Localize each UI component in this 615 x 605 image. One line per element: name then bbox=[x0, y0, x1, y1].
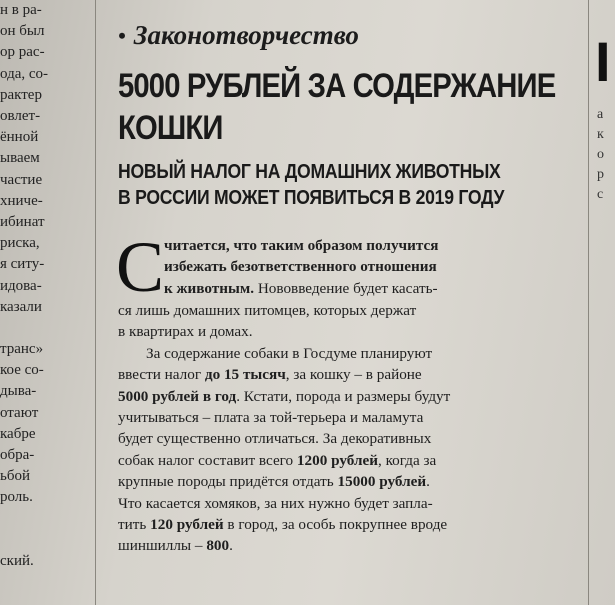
left-column-line: он был bbox=[0, 23, 45, 40]
right-big-letter: I bbox=[595, 30, 611, 93]
left-column-line: хниче- bbox=[0, 192, 43, 209]
left-column-line: ода, со- bbox=[0, 65, 49, 82]
right-fragment: р bbox=[597, 167, 604, 182]
left-column-line: обра- bbox=[0, 447, 35, 464]
rubric bbox=[118, 20, 570, 51]
right-fragment: о bbox=[597, 147, 604, 162]
headline bbox=[118, 65, 565, 149]
right-fragment: с bbox=[597, 187, 604, 202]
text-run: тить bbox=[118, 516, 151, 534]
right-column-text bbox=[588, 0, 615, 605]
column-divider-left bbox=[95, 0, 96, 605]
bold-text: 120 рублей bbox=[150, 516, 224, 534]
left-column-line: н в ра- bbox=[0, 2, 42, 18]
left-column-text bbox=[0, 0, 92, 605]
article bbox=[118, 20, 570, 605]
left-column-line: отают bbox=[0, 404, 39, 421]
body-line bbox=[118, 364, 570, 385]
body-line bbox=[118, 386, 570, 407]
bullet-icon: • bbox=[118, 22, 126, 48]
body-line: Что касается хомяков, за них нужно будет запла- bbox=[118, 494, 433, 512]
text-run: Нововведение будет касать- bbox=[254, 279, 438, 297]
left-column-line: транс» bbox=[0, 341, 44, 358]
bold-text: к животным. bbox=[164, 279, 255, 297]
left-column-line bbox=[0, 318, 92, 339]
text-run: крупные породы придётся отдать bbox=[118, 473, 338, 491]
left-column-line: я ситу- bbox=[0, 256, 45, 273]
body-line: учитываться – плата за той-терьера и маламута bbox=[118, 409, 424, 427]
text-run: ввести налог bbox=[118, 366, 205, 384]
left-column-line: казали bbox=[0, 298, 42, 315]
subheadline bbox=[118, 159, 558, 211]
left-column-line bbox=[0, 509, 92, 530]
bold-text: 800 bbox=[206, 537, 230, 555]
bold-text: 1200 рублей bbox=[296, 451, 378, 469]
right-fragment: а bbox=[597, 107, 604, 122]
left-column-line: частие bbox=[0, 171, 43, 188]
body-line: в квартирах и домах. bbox=[118, 323, 253, 341]
text-run: . bbox=[426, 473, 430, 491]
text-run: шиншиллы – bbox=[118, 537, 207, 555]
text-run: , когда за bbox=[377, 451, 437, 469]
left-column-line: ор рас- bbox=[0, 44, 45, 61]
left-column-line: овлет- bbox=[0, 108, 41, 125]
left-column-line: идова- bbox=[0, 277, 42, 294]
article-body bbox=[116, 227, 570, 557]
rubric-text: Законотворчество bbox=[133, 20, 359, 50]
left-column-line: ьбой bbox=[0, 468, 30, 485]
body-line bbox=[164, 278, 438, 299]
subhead-line: НОВЫЙ НАЛОГ НА ДОМАШНИХ ЖИВОТНЫХ bbox=[118, 161, 501, 183]
left-column-line: ываем bbox=[0, 150, 40, 167]
body-line: читается, что таким образом получится bbox=[164, 237, 439, 254]
text-run: . bbox=[229, 537, 233, 555]
left-column-line: ский. bbox=[0, 552, 34, 569]
body-line bbox=[118, 450, 570, 471]
right-fragment: к bbox=[597, 127, 604, 142]
left-column-line: кабре bbox=[0, 425, 36, 442]
text-run: в город, за особь покрупнее вроде bbox=[223, 516, 448, 534]
text-run: . Кстати, порода и размеры будут bbox=[236, 387, 451, 405]
left-column-line: риска, bbox=[0, 235, 40, 252]
body-line bbox=[118, 514, 570, 535]
left-column-line: кое со- bbox=[0, 362, 44, 379]
headline-line: КОШКИ bbox=[118, 109, 223, 147]
text-run: собак налог составит всего bbox=[118, 451, 297, 469]
left-column-line: роль. bbox=[0, 489, 33, 506]
left-column-line: ённой bbox=[0, 129, 39, 146]
body-line: избежать безответственного отношения bbox=[164, 258, 437, 276]
drop-cap: С bbox=[116, 227, 165, 307]
subhead-line: В РОССИИ МОЖЕТ ПОЯВИТЬСЯ В 2019 ГОДУ bbox=[118, 187, 505, 209]
left-column-line: ибинат bbox=[0, 214, 45, 231]
body-line bbox=[118, 471, 570, 492]
lead-paragraph bbox=[116, 227, 570, 307]
body-line: будет существенно отличаться. За декоративных bbox=[118, 430, 432, 448]
body-line: За содержание собаки в Госдуме планируют bbox=[146, 344, 433, 362]
bold-text: 15000 рублей bbox=[337, 473, 427, 491]
bold-text: до 15 тысяч bbox=[204, 366, 286, 384]
body-line: ся лишь домашних питомцев, которых держат bbox=[118, 302, 417, 319]
text-run: , за кошку – в районе bbox=[285, 366, 422, 384]
headline-line: 5000 РУБЛЕЙ ЗА СОДЕРЖАНИЕ bbox=[118, 67, 556, 105]
left-column-line: дыва- bbox=[0, 383, 37, 400]
bold-text: 5000 рублей в год bbox=[118, 387, 237, 405]
left-column-line: рактер bbox=[0, 86, 42, 103]
left-column-line bbox=[0, 530, 92, 551]
body-line bbox=[118, 535, 570, 556]
